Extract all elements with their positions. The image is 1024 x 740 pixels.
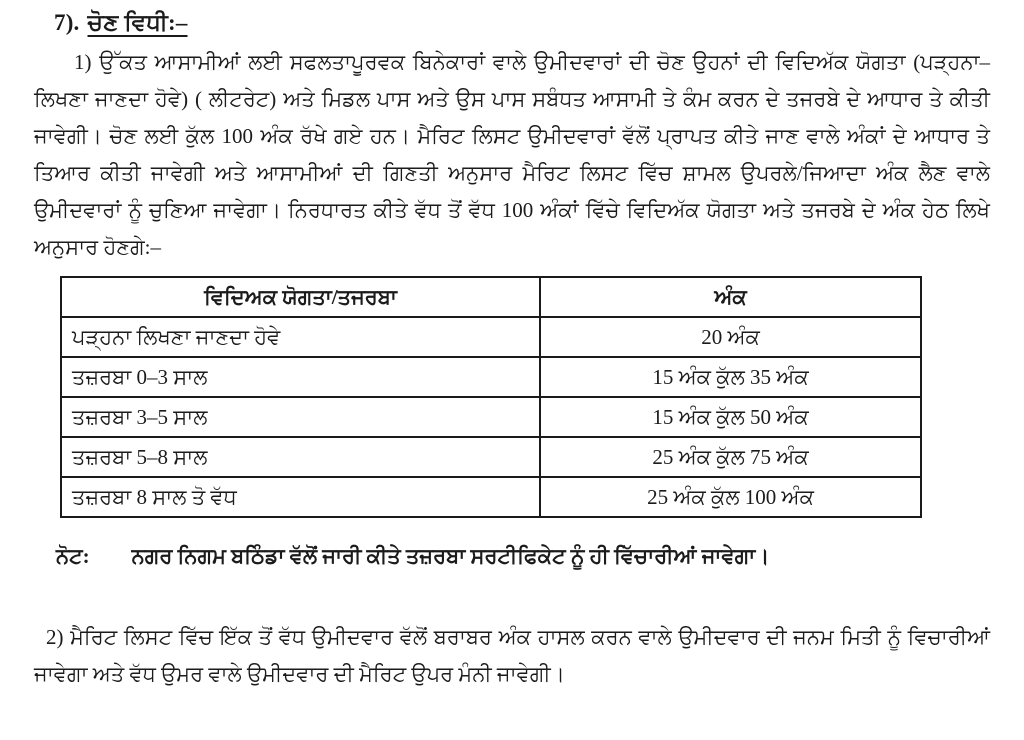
cell-qualification: ਤਜ਼ਰਬਾ 8 ਸਾਲ ਤੋ ਵੱਧ (61, 477, 540, 517)
note-line (56, 544, 990, 569)
cell-marks: 20 ਅੰਕ (540, 317, 921, 357)
cell-marks: 25 ਅੰਕ ਕੁੱਲ 75 ਅੰਕ (540, 437, 921, 477)
cell-qualification: ਪੜ੍ਹਨਾ ਲਿਖਣਾ ਜਾਣਦਾ ਹੋਵੇ (61, 317, 540, 357)
cell-qualification: ਤਜ਼ਰਬਾ 0–3 ਸਾਲ (61, 357, 540, 397)
table-row (61, 397, 921, 437)
section-heading (54, 10, 990, 36)
paragraph-tie-break-rule: 2) ਮੈਰਿਟ ਲਿਸਟ ਵਿੱਚ ਇੱਕ ਤੋਂ ਵੱਧ ਉਮੀਦਵਾਰ ਵੱਲੋਂ ਬਰਾਬਰ ਅੰਕ ਹਾਸਲ ਕਰਨ ਵਾਲੇ ਉਮੀਦਵਾਰ ਦੀ ਜਨਮ ਮਿਤੀ ਨੂੰ ਵਿਚਾਰੀਆਂ ਜਾਵੇਗਾ ਅਤੇ ਵੱਧ ਉਮਰ ਵਾਲੇ ਉਮੀਦਵਾਰ ਦੀ ਮੈਰਿਟ ਉਪਰ ਮੰਨੀ ਜਾਵੇਗੀ। (34, 625, 990, 686)
marks-table (60, 276, 922, 518)
paragraph-selection-method: 1) ਉੱਕਤ ਆਸਾਮੀਆਂ ਲਈ ਸਫਲਤਾਪੂਰਵਕ ਬਿਨੇਕਾਰਾਂ ਵਾਲੇ ਉਮੀਦਵਾਰਾਂ ਦੀ ਚੋਣ ਉਹਨਾਂ ਦੀ ਵਿਦਿਅੱਕ ਯੋਗਤਾ (ਪੜ੍ਹਨਾ– ਲਿਖਣਾ ਜਾਣਦਾ ਹੋਵੇ) ( ਲੀਟਰੇਟ) ਅਤੇ ਮਿਡਲ ਪਾਸ ਅਤੇ ਉਸ ਪਾਸ ਸਬੰਧਤ ਆਸਾਮੀ ਤੇ ਕੰਮ ਕਰਨ ਦੇ ਤਜਰਬੇ ਦੇ ਆਧਾਰ ਤੇ ਕੀਤੀ ਜਾਵੇਗੀ। ਚੋਣ ਲਈ ਕੁੱਲ 100 ਅੰਕ ਰੱਖੇ ਗਏ ਹਨ। ਮੈਰਿਟ ਲਿਸਟ ਉਮੀਦਵਾਰਾਂ ਵੱਲੋਂ ਪ੍ਰਾਪਤ ਕੀਤੇ ਜਾਣ ਵਾਲੇ ਅੰਕਾਂ ਦੇ ਆਧਾਰ ਤੇ ਤਿਆਰ ਕੀਤੀ ਜਾਵੇਗੀ ਅਤੇ ਆਸਾਮੀਆਂ ਦੀ ਗਿਣਤੀ ਅਨੁਸਾਰ ਮੈਰਿਟ ਲਿਸਟ ਵਿੱਚ ਸ਼ਾਮਲ ਉਪਰਲੇ/ਜਿਆਦਾ ਅੰਕ ਲੈਣ ਵਾਲੇ ਉਮੀਦਵਾਰਾਂ ਨੂੰ ਚੁਣਿਆ ਜਾਵੇਗਾ। ਨਿਰਧਾਰਤ ਕੀਤੇ ਵੱਧ ਤੋਂ ਵੱਧ 100 ਅੰਕਾਂ ਵਿੱਚੇ ਵਿਦਿਅੱਕ ਯੋਗਤਾ ਅਤੇ ਤਜਰਬੇ ਦੇ ਅੰਕ ਹੇਠ ਲਿਖੇ ਅਨੁਸਾਰ ਹੋਣਗੇ:– (34, 50, 990, 259)
table-header-marks: ਅੰਕ (540, 277, 921, 317)
section-number: 7). (54, 10, 80, 35)
note-text: ਨਗਰ ਨਿਗਮ ਬਠਿੰਡਾ ਵੱਲੋਂ ਜਾਰੀ ਕੀਤੇ ਤਜ਼ਰਬਾ ਸਰਟੀਫਿਕੇਟ ਨੂੰ ਹੀ ਵਿੱਚਾਰੀਆਂ ਜਾਵੇਗਾ। (131, 544, 770, 568)
note-label: ਨੋਟ: (56, 544, 90, 568)
cell-marks: 15 ਅੰਕ ਕੁੱਲ 50 ਅੰਕ (540, 397, 921, 437)
table-row (61, 437, 921, 477)
table-header-qualification: ਵਿਦਿਅਕ ਯੋਗਤਾ/ਤਜਰਬਾ (61, 277, 540, 317)
marks-table-container (60, 276, 922, 518)
table-header-row (61, 277, 921, 317)
cell-marks: 25 ਅੰਕ ਕੁੱਲ 100 ਅੰਕ (540, 477, 921, 517)
cell-qualification: ਤਜ਼ਰਬਾ 3–5 ਸਾਲ (61, 397, 540, 437)
section-title: ਚੋਣ ਵਿਧੀ:– (87, 10, 188, 35)
cell-marks: 15 ਅੰਕ ਕੁੱਲ 35 ਅੰਕ (540, 357, 921, 397)
cell-qualification: ਤਜ਼ਰਬਾ 5–8 ਸਾਲ (61, 437, 540, 477)
table-row (61, 477, 921, 517)
table-row (61, 317, 921, 357)
table-row (61, 357, 921, 397)
